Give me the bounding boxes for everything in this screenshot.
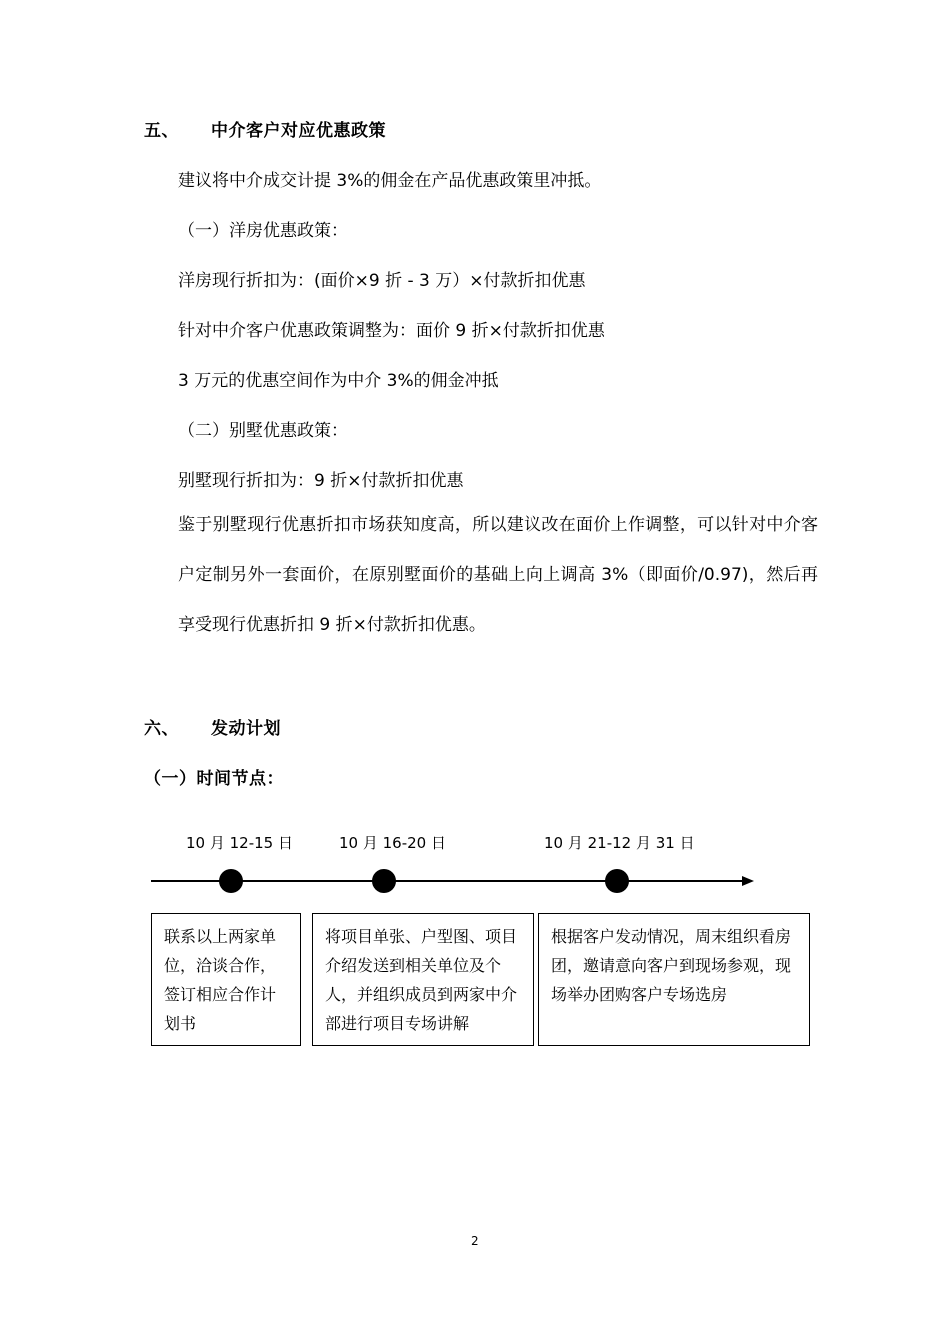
subsection-2-title: （二）别墅优惠政策：	[178, 421, 348, 441]
timeline-axis	[0, 860, 950, 904]
section-5-title: 中介客户对应优惠政策	[211, 121, 386, 141]
timeline-box-3: 根据客户发动情况，周末组织看房团，邀请意向客户到现场参观，现场举办团购客户专场选房	[538, 913, 810, 1046]
timeline-node-3	[605, 869, 629, 893]
timeline-date-3: 10 月 21-12 月 31 日	[544, 834, 695, 852]
townhouse-commission-offset: 3 万元的优惠空间作为中介 3%的佣金冲抵	[178, 371, 499, 391]
townhouse-agent-policy: 针对中介客户优惠政策调整为：面价 9 折×付款折扣优惠	[178, 321, 605, 341]
timeline-date-2: 10 月 16-20 日	[339, 834, 446, 852]
subsection-1-title: （一）洋房优惠政策：	[178, 221, 348, 241]
section-6-title: 发动计划	[211, 719, 281, 739]
townhouse-current-discount: 洋房现行折扣为：(面价×9 折 - 3 万）×付款折扣优惠	[178, 271, 586, 291]
section-5-intro: 建议将中介成交计提 3%的佣金在产品优惠政策里冲抵。	[178, 171, 602, 191]
section-6-number: 六、	[144, 719, 179, 739]
timeline-box-1: 联系以上两家单位，洽谈合作，签订相应合作计划书	[151, 913, 301, 1046]
villa-current-discount: 别墅现行折扣为：9 折×付款折扣优惠	[178, 471, 464, 491]
timeline-node-2	[372, 869, 396, 893]
timeline-subtitle: （一）时间节点：	[144, 769, 284, 789]
timeline-date-1: 10 月 12-15 日	[186, 834, 293, 852]
timeline-arrow-icon	[742, 876, 754, 886]
section-5-number: 五、	[144, 121, 179, 141]
timeline-node-1	[219, 869, 243, 893]
timeline-box-2: 将项目单张、户型图、项目介绍发送到相关单位及个人，并组织成员到两家中介部进行项目专场讲解	[312, 913, 534, 1046]
page-number: 2	[471, 1234, 479, 1248]
villa-adjustment-paragraph: 鉴于别墅现行优惠折扣市场获知度高，所以建议改在面价上作调整，可以针对中介客户定制另外一套面价，在原别墅面价的基础上向上调高 3%（即面价/0.97)，然后再享受现行优惠折扣 9 折×付款折扣优惠。	[178, 515, 818, 635]
